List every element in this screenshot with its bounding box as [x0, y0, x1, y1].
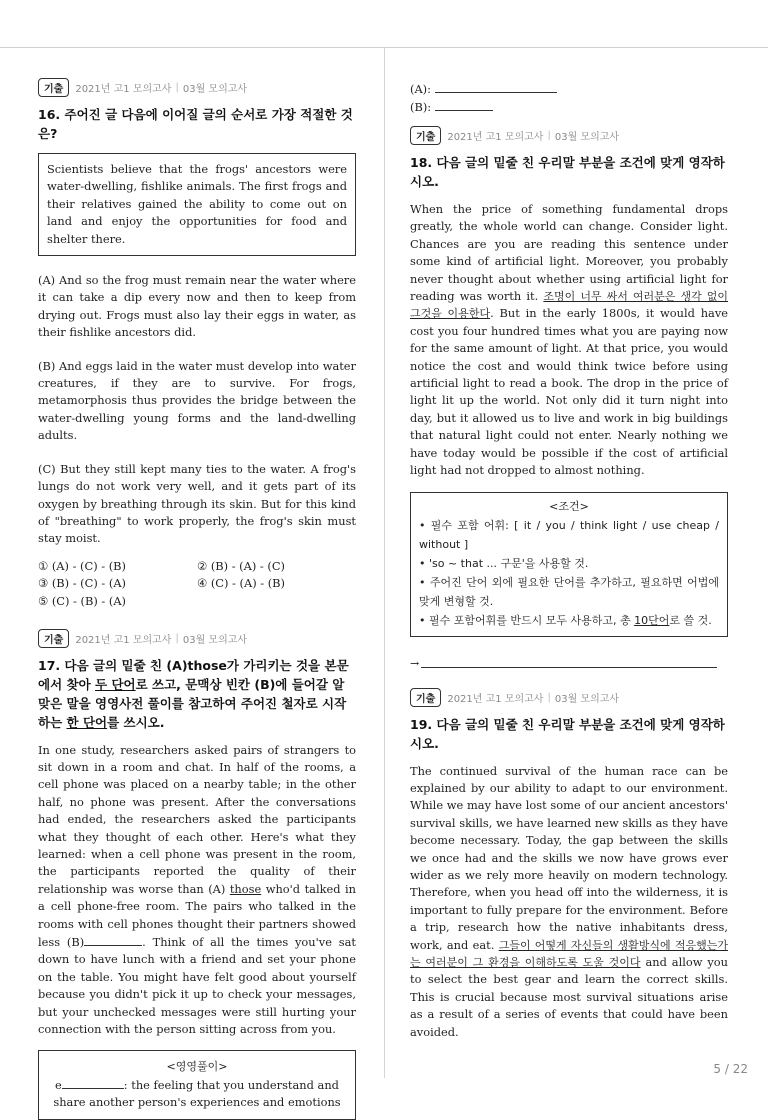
question-16-title: 16. 주어진 글 다음에 이어질 글의 순서로 가장 적절한 것은? — [38, 107, 353, 141]
question-19-title: 19. 다음 글의 밑줄 친 우리말 부분을 조건에 맞게 영작하시오. — [410, 716, 725, 751]
source-month: 03월 모의고사 — [182, 84, 248, 95]
choice-1[interactable]: ① (A) - (C) - (B) — [38, 558, 126, 573]
source-year: 2021년 고1 모의고사 — [75, 84, 172, 95]
source-line-q18: 기출 2021년 고1 모의고사 | 03월 모의고사 — [410, 126, 728, 145]
arrow-icon: → — [410, 656, 420, 670]
definition-text: e : the feeling that you understand and share another person's experiences and emotions — [53, 1077, 341, 1110]
underlined-those: those — [229, 881, 262, 896]
column-divider — [384, 48, 385, 1078]
answer-a-label: (A): — [410, 82, 431, 96]
source-line-q16: 기출 2021년 고1 모의고사 | 03월 모의고사 — [38, 78, 356, 97]
source-badge: 기출 — [410, 688, 441, 707]
choice-5[interactable]: ⑤ (C) - (B) - (A) — [38, 593, 126, 608]
answer-b-label: (B): — [410, 100, 432, 114]
source-line-q17: 기출 2021년 고1 모의고사 | 03월 모의고사 — [38, 629, 356, 648]
answer-line[interactable] — [421, 659, 717, 668]
left-column — [38, 78, 356, 1120]
q16-paragraph-c: (C) But they still kept many ties to the water. A frog's lungs do not work very well, and it gets part of its oxygen by breathing through its skin. But for this kind of "breathing" to work properly, the frog's skin must stay moist. — [38, 461, 356, 546]
right-column — [410, 80, 728, 1041]
q18-answer-line — [410, 657, 728, 670]
q16-paragraph-a: (A) And so the frog must remain near the water where it can take a dip every now and then to keep from drying out. Frogs must also lay their eggs in water, as their fishlike ancestors did. — [38, 273, 356, 340]
answer-a-line[interactable] — [435, 80, 557, 93]
answer-b-line[interactable] — [435, 98, 493, 111]
q16-paragraph-b: (B) And eggs laid in the water must develop into water creatures, if they are to survive. For frogs, metamorphosis thus provides the bridge between the water-dwelling young forms and the land-dwelling adults. — [38, 358, 356, 443]
q17-passage: In one study, researchers asked pairs of strangers to sit down in a room and chat. In half of the rooms, a cell phone was placed on a nearby table; in the other half, no phone was present. After the conversations had ended, the researchers asked the participants what they thought of each other. Here's what they learned: when a cell phone was present in the room, the participants reported the quality of their relationship was worse than (A) those who'd talked in a cell phone-free room. The pairs who talked in the rooms with cell phones thought their partners showed less (B) . Think of all the times you've sat down to have lunch with a friend and set your phone on the table. You might have felt good about yourself because you didn't pick it up to check your messages, but your unchecked messages were still hurting your connection with the person sitting across from you. — [38, 742, 356, 1036]
source-line-q19: 기출 2021년 고1 모의고사 | 03월 모의고사 — [410, 688, 728, 707]
definition-title: <영영풀이> — [166, 1060, 228, 1074]
source-month: 03월 모의고사 — [554, 132, 620, 143]
source-year: 2021년 고1 모의고사 — [447, 132, 544, 143]
choice-2[interactable]: ② (B) - (A) - (C) — [197, 558, 285, 573]
condition-2: • 'so ~ that ... 구문'을 사용할 것. — [419, 556, 589, 570]
source-badge: 기출 — [38, 78, 69, 97]
underlined-korean-q18: 조명이 너무 싸서 여러분은 생각 없이 그것을 이용한다 — [410, 290, 729, 321]
blank-b[interactable] — [84, 933, 142, 946]
source-badge: 기출 — [38, 629, 69, 648]
english-definition-box — [38, 1050, 356, 1119]
source-month: 03월 모의고사 — [554, 693, 620, 705]
q17-answer-lines — [410, 80, 728, 116]
choice-3[interactable]: ③ (B) - (C) - (A) — [38, 576, 126, 591]
page-number: 5 / 22 — [713, 1062, 748, 1076]
source-year: 2021년 고1 모의고사 — [75, 634, 172, 646]
underlined-korean-q19: 그들이 어떻게 자신들의 생활방식에 적응했는가는 여러분이 그 환경을 이해하도록 도울 것이다 — [410, 938, 728, 969]
source-month: 03월 모의고사 — [182, 634, 248, 646]
question-17-title: 17. 다음 글의 밑줄 친 (A)those가 가리키는 것을 본문에서 찾아 두 단어로 쓰고, 문맥상 빈칸 (B)에 들어갈 알맞은 말을 영영사전 풀이를 참고하여 주어진 철자로 시작하는 한 단어를 쓰시오. — [38, 657, 349, 730]
choice-4[interactable]: ④ (C) - (A) - (B) — [197, 576, 285, 591]
q18-passage: When the price of something fundamental drops greatly, the whole world can change. Consider light. Chances are you are reading this sentence under some kind of artificial light. Moreover, you probably never thought about whether using artificial light for reading was worth it. 조명이 너무 싸서 여러분은 생각 없이 그것을 이용한다. But in the early 1800s, it would have cost you four hundred times what you are paying now for the same amount of light. At that price, you would notice the cost and would think twice before using artificial light to read a book. The drop in the price of light lit up the world. Not only did it turn night into day, but it allowed us to live and work in big buildings that natural light could not enter. Nearly nothing we have today would be possible if the cost of artificial light had not dropped to almost nothing. — [410, 202, 729, 478]
question-18-title: 18. 다음 글의 밑줄 친 우리말 부분을 조건에 맞게 영작하시오. — [410, 155, 725, 189]
q19-passage: The continued survival of the human race can be explained by our ability to adapt to our environment. While we may have lost some of our ancient ancestors' survival skills, we have learned new skills as they have become necessary. Today, the gap between the skills we once had and the skills we now have grows ever wider as we rely more heavily on modern technology. Therefore, when you head off into the wilderness, it is important to fully prepare for the environment. Before a trip, research how the native inhabitants dress, work, and eat. 그들이 어떻게 자신들의 생활방식에 적응했는가는 여러분이 그 환경을 이해하도록 도울 것이다 and allow you to select the best gear and learn the correct skills. This is crucial because most survival situations arise as a result of a series of events that could have been avoided. — [410, 763, 728, 1039]
condition-3: • 주어진 단어 외에 필요한 단어를 추가하고, 필요하면 어법에 맞게 변형할 것. — [419, 575, 719, 608]
condition-1: • 필수 포함 어휘: [ it / you / think light / use cheap / without ] — [419, 518, 719, 551]
source-badge: 기출 — [410, 126, 441, 145]
q16-given-passage: Scientists believe that the frogs' ancestors were water-dwelling, fishlike animals. The first frogs and their relatives gained the ability to come out on land and enjoy the opportunities for food and shelter there. — [38, 153, 356, 256]
source-year: 2021년 고1 모의고사 — [447, 693, 544, 705]
q16-choices — [38, 558, 356, 611]
definition-blank[interactable] — [62, 1076, 124, 1089]
conditions-box — [410, 492, 728, 637]
condition-4: • 필수 포함어휘를 반드시 모두 사용하고, 총 10단어로 쓸 것. — [419, 613, 712, 627]
conditions-title: <조건> — [549, 499, 589, 513]
